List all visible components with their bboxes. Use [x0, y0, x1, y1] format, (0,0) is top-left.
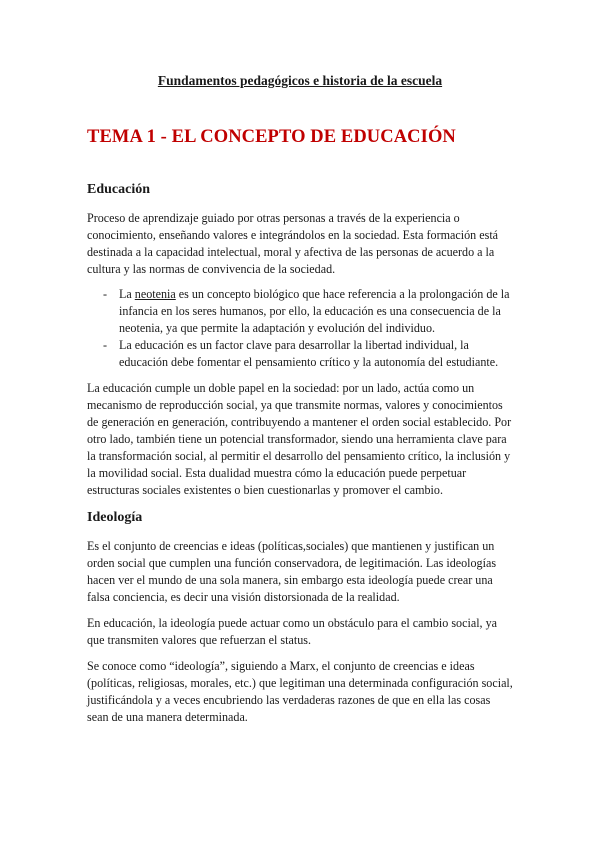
- document-header: Fundamentos pedagógicos e historia de la escuela: [157, 73, 443, 88]
- keyword-neotenia: neotenia: [134, 287, 176, 301]
- bullet-text: La educación es un factor clave para desarrollar la libertad individual, la educación debe fomentar el pensamiento crítico y la autonomía del estudiante.: [119, 338, 499, 369]
- bullet-text-before: La: [119, 287, 135, 301]
- list-item: [87, 286, 513, 337]
- paragraph: Proceso de aprendizaje guiado por otras personas a través de la experiencia o conocimiento, enseñando valores e integrándolos en la sociedad. Esta formación está destinada a la capacidad intelectual, moral y afectiva de las personas de acuerdo a la cultura y las normas de convivencia de la sociedad.: [87, 211, 499, 276]
- section-heading: Educación: [87, 182, 151, 197]
- list-item: [87, 337, 513, 371]
- bullet-dash: -: [103, 338, 108, 352]
- bullet-list: [87, 286, 513, 371]
- chapter-title: TEMA 1 - EL CONCEPTO DE EDUCACIÓN: [87, 127, 456, 147]
- paragraph: En educación, la ideología puede actuar como un obstáculo para el cambio social, ya que transmiten valores que refuerzan el status.: [87, 616, 498, 647]
- bullet-text-after: es un concepto biológico que hace referencia a la prolongación de la infancia en los seres humanos, por ello, la educación es una consecuencia de la neotenia, ya que permite la adaptación y evolución del individuo.: [119, 287, 510, 335]
- paragraph: Es el conjunto de creencias e ideas (políticas,sociales) que mantienen y justifican un orden social que cumplen una función conservadora, de legitimación. Las ideologías hacen ver el mundo de una sola manera, sin embargo esta ideología puede crear una falsa conciencia, es decir una visión distorsionada de la realidad.: [87, 539, 497, 604]
- section-educacion: [87, 181, 513, 499]
- paragraph: La educación cumple un doble papel en la sociedad: por un lado, actúa como un mecanismo de reproducción social, ya que transmite normas, valores y conocimientos de generación en generación, contribuyendo a mantener el orden social establecido. Por otro lado, también tiene un potencial transformador, siendo una herramienta clave para la transformación social, al permitir el desarrollo del pensamiento crítico, la inclusión y la movilidad social. Esta dualidad muestra cómo la educación puede perpetuar estructuras sociales existentes o bien cuestionarlas y promover el cambio.: [87, 381, 512, 497]
- paragraph: Se conoce como “ideología”, siguiendo a Marx, el conjunto de creencias e ideas (políticas, religiosas, morales, etc.) que legitiman una determinada configuración social, justificándola y a veces encubriendo las verdaderas razones de que en ella las cosas sean de una manera determinada.: [87, 659, 513, 724]
- bullet-dash: -: [103, 287, 108, 301]
- section-ideologia: [87, 509, 513, 726]
- section-heading: Ideología: [87, 510, 143, 525]
